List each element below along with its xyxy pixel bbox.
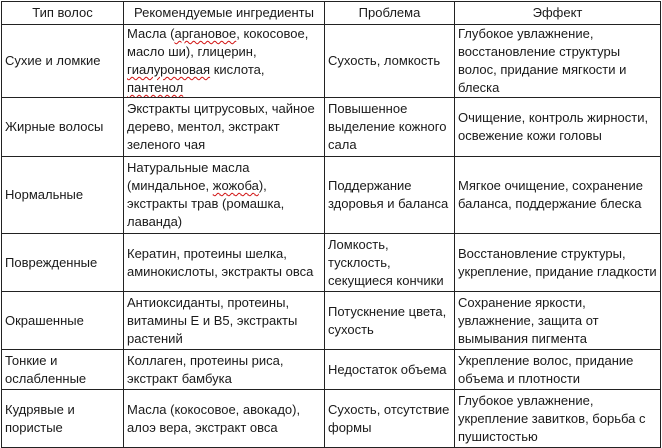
problem-cell: Сухость, отсутствие формы <box>325 390 455 448</box>
hair-type-cell: Кудрявые и пористые <box>2 390 124 448</box>
hair-type-cell: Жирные волосы <box>2 98 124 157</box>
problem-cell: Недостаток объема <box>325 350 455 390</box>
table-row <box>2 25 661 98</box>
hair-type-cell: Сухие и ломкие <box>2 25 124 98</box>
spellcheck-word: жожоба <box>212 178 259 193</box>
ingredients-cell: Коллаген, протеины риса, экстракт бамбука <box>124 350 325 390</box>
ingredients-text: Натуральные масла (миндальное, <box>127 160 250 193</box>
problem-cell: Поддержание здоровья и баланса <box>325 157 455 234</box>
effect-cell: Укрепление волос, придание объема и плотности <box>455 350 661 390</box>
table-row <box>2 157 661 234</box>
hair-type-cell: Тонкие и ослабленные <box>2 350 124 390</box>
effect-cell: Глубокое увлажнение, укрепление завитков, борьба с пушистостью <box>455 390 661 448</box>
effect-cell: Сохранение яркости, увлажнение, защита от вымывания пигмента <box>455 292 661 350</box>
table-row <box>2 234 661 292</box>
table-row <box>2 350 661 390</box>
hair-type-cell: Поврежденные <box>2 234 124 292</box>
ingredients-cell: Масла (кокосовое, авокадо), алоэ вера, экстракт овса <box>124 390 325 448</box>
ingredients-cell <box>124 25 325 98</box>
spellcheck-word: гиалуроновая <box>127 62 211 77</box>
header-ingredients: Рекомендуемые ингредиенты <box>124 2 325 25</box>
hair-type-cell: Нормальные <box>2 157 124 234</box>
header-problem: Проблема <box>325 2 455 25</box>
problem-cell: Ломкость, тусклость, секущиеся кончики <box>325 234 455 292</box>
header-effect: Эффект <box>455 2 661 25</box>
table-row <box>2 292 661 350</box>
problem-cell: Сухость, ломкость <box>325 25 455 98</box>
hair-care-table <box>1 1 661 448</box>
ingredients-cell: Экстракты цитрусовых, чайное дерево, ментол, экстракт зеленого чая <box>124 98 325 157</box>
problem-cell: Повышенное выделение кожного сала <box>325 98 455 157</box>
table-row <box>2 98 661 157</box>
header-hair-type: Тип волос <box>2 2 124 25</box>
effect-cell: Глубокое увлажнение, восстановление структуры волос, придание мягкости и блеска <box>455 25 661 98</box>
ingredients-text: кислота, <box>210 62 265 77</box>
ingredients-cell <box>124 157 325 234</box>
ingredients-cell: Антиоксиданты, протеины, витамины Е и В5, экстракты растений <box>124 292 325 350</box>
effect-cell: Мягкое очищение, сохранение баланса, поддержание блеска <box>455 157 661 234</box>
spellcheck-word: пантенол <box>127 80 184 95</box>
ingredients-text: ), экстракты трав (ромашка, лаванда) <box>127 178 285 229</box>
ingredients-text: Масла ( <box>127 26 175 41</box>
spellcheck-word: аргановое <box>174 26 237 41</box>
effect-cell: Очищение, контроль жирности, освежение кожи головы <box>455 98 661 157</box>
problem-cell: Потускнение цвета, сухость <box>325 292 455 350</box>
hair-type-cell: Окрашенные <box>2 292 124 350</box>
ingredients-text: , кокосовое, масло ши), глицерин, <box>127 26 309 59</box>
ingredients-cell: Кератин, протеины шелка, аминокислоты, экстракты овса <box>124 234 325 292</box>
table-row <box>2 390 661 448</box>
effect-cell: Восстановление структуры, укрепление, придание гладкости <box>455 234 661 292</box>
header-row <box>2 2 661 25</box>
